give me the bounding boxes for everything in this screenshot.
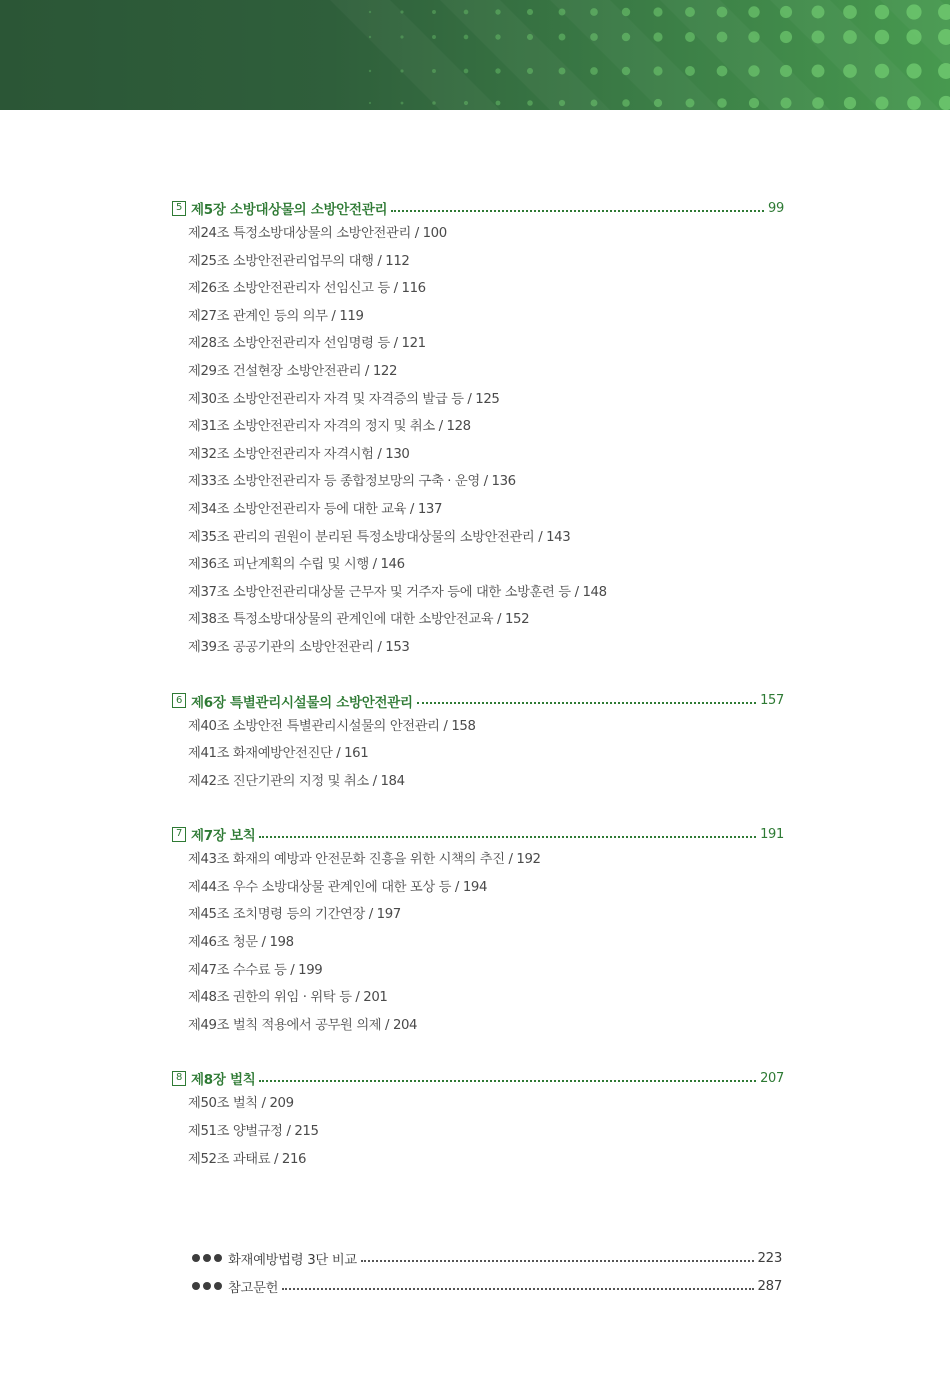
article-entry[interactable]: 제31조 소방안전관리자 자격의 정지 및 취소 / 128 bbox=[188, 419, 471, 435]
article-entry[interactable]: 제52조 과태료 / 216 bbox=[188, 1151, 307, 1167]
article-entry[interactable]: 제42조 진단기관의 지정 및 취소 / 184 bbox=[188, 773, 405, 789]
chapter-heading[interactable] bbox=[172, 822, 784, 846]
chapter-number-box: 8 bbox=[172, 1071, 186, 1086]
appendix-entry[interactable] bbox=[192, 1272, 782, 1300]
appendix-list bbox=[192, 1244, 782, 1300]
article-entry[interactable]: 제28조 소방안전관리자 선임명령 등 / 121 bbox=[188, 336, 426, 352]
chapter-section bbox=[172, 689, 784, 796]
article-list bbox=[172, 220, 784, 662]
chapter-title: 제8장 벌칙 bbox=[191, 1072, 256, 1089]
article-entry[interactable]: 제24조 특정소방대상물의 소방안전관리 / 100 bbox=[188, 226, 447, 241]
article-entry[interactable]: 제44조 우수 소방대상물 관계인에 대한 포상 등 / 194 bbox=[188, 879, 487, 895]
article-entry[interactable]: 제40조 소방안전 특별관리시설물의 안전관리 / 158 bbox=[188, 718, 476, 734]
article-entry[interactable]: 제25조 소방안전관리업무의 대행 / 112 bbox=[188, 253, 410, 269]
article-list bbox=[172, 846, 784, 1039]
triple-dot-bullet-icon bbox=[192, 1254, 222, 1262]
article-entry[interactable]: 제39조 공공기관의 소방안전관리 / 153 bbox=[188, 639, 410, 655]
chapter-page-number: 99 bbox=[768, 200, 784, 216]
chapter-page-number: 157 bbox=[760, 693, 784, 708]
chapter-heading[interactable] bbox=[172, 1066, 784, 1090]
article-entry[interactable]: 제26조 소방안전관리자 선임신고 등 / 116 bbox=[188, 281, 426, 297]
article-entry[interactable]: 제38조 특정소방대상물의 관계인에 대한 소방안전교육 / 152 bbox=[188, 612, 530, 628]
dot-leader bbox=[361, 1259, 754, 1262]
chapter-page-number: 191 bbox=[760, 826, 784, 842]
article-entry[interactable]: 제48조 권한의 위임 · 위탁 등 / 201 bbox=[188, 990, 388, 1006]
article-entry[interactable]: 제45조 조치명령 등의 기간연장 / 197 bbox=[188, 907, 401, 923]
chapter-section bbox=[172, 196, 784, 662]
chapter-section bbox=[172, 1066, 784, 1173]
article-entry[interactable]: 제37조 소방안전관리대상물 근무자 및 거주자 등에 대한 소방훈련 등 / 148 bbox=[188, 584, 607, 600]
chapter-title: 제6장 특별관리시설물의 소방안전관리 bbox=[191, 694, 413, 711]
chapter-number-box: 5 bbox=[172, 201, 186, 216]
chapter-heading[interactable] bbox=[172, 196, 784, 220]
article-entry[interactable]: 제47조 수수료 등 / 199 bbox=[188, 962, 323, 978]
chapter-title: 제7장 보칙 bbox=[191, 828, 256, 845]
article-entry[interactable]: 제49조 벌칙 적용에서 공무원 의제 / 204 bbox=[188, 1017, 418, 1033]
article-entry[interactable]: 제43조 화재의 예방과 안전문화 진흥을 위한 시책의 추진 / 192 bbox=[188, 852, 541, 868]
article-entry[interactable]: 제46조 청문 / 198 bbox=[188, 935, 294, 951]
appendix-title: 참고문헌 bbox=[228, 1280, 279, 1296]
triple-dot-bullet-icon bbox=[192, 1282, 222, 1290]
article-list bbox=[172, 713, 784, 796]
article-entry[interactable]: 제36조 피난계획의 수립 및 시행 / 146 bbox=[188, 557, 405, 573]
dot-leader bbox=[259, 1079, 756, 1082]
dot-leader bbox=[259, 835, 756, 838]
chapter-number-box: 6 bbox=[172, 693, 186, 708]
dot-pattern-decoration bbox=[0, 0, 950, 110]
article-entry[interactable]: 제41조 화재예방안전진단 / 161 bbox=[188, 746, 369, 762]
chapter-title: 제5장 소방대상물의 소방안전관리 bbox=[191, 202, 388, 218]
article-entry[interactable]: 제35조 관리의 권원이 분리된 특정소방대상물의 소방안전관리 / 143 bbox=[188, 529, 571, 545]
article-list bbox=[172, 1090, 784, 1173]
chapter-page-number: 207 bbox=[760, 1070, 784, 1086]
chapter-section bbox=[172, 822, 784, 1039]
article-entry[interactable]: 제27조 관계인 등의 의무 / 119 bbox=[188, 308, 364, 324]
article-entry[interactable]: 제33조 소방안전관리자 등 종합정보망의 구축 · 운영 / 136 bbox=[188, 474, 516, 490]
dot-leader bbox=[391, 209, 764, 212]
chapter-heading[interactable] bbox=[172, 689, 784, 713]
appendix-title: 화재예방법령 3단 비교 bbox=[228, 1252, 357, 1268]
article-entry[interactable]: 제32조 소방안전관리자 자격시험 / 130 bbox=[188, 446, 410, 462]
appendix-page-number: 223 bbox=[757, 1250, 782, 1266]
header-banner bbox=[0, 0, 950, 110]
dot-leader bbox=[282, 1287, 753, 1290]
article-entry[interactable]: 제51조 양벌규정 / 215 bbox=[188, 1124, 319, 1140]
article-entry[interactable]: 제30조 소방안전관리자 자격 및 자격증의 발급 등 / 125 bbox=[188, 391, 500, 407]
article-entry[interactable]: 제29조 건설현장 소방안전관리 / 122 bbox=[188, 363, 398, 379]
table-of-contents bbox=[172, 196, 784, 1200]
appendix-page-number: 287 bbox=[757, 1278, 782, 1294]
dot-leader bbox=[417, 701, 756, 704]
appendix-entry[interactable] bbox=[192, 1244, 782, 1272]
article-entry[interactable]: 제34조 소방안전관리자 등에 대한 교육 / 137 bbox=[188, 501, 443, 517]
chapter-number-box: 7 bbox=[172, 827, 186, 842]
article-entry[interactable]: 제50조 벌칙 / 209 bbox=[188, 1096, 294, 1112]
